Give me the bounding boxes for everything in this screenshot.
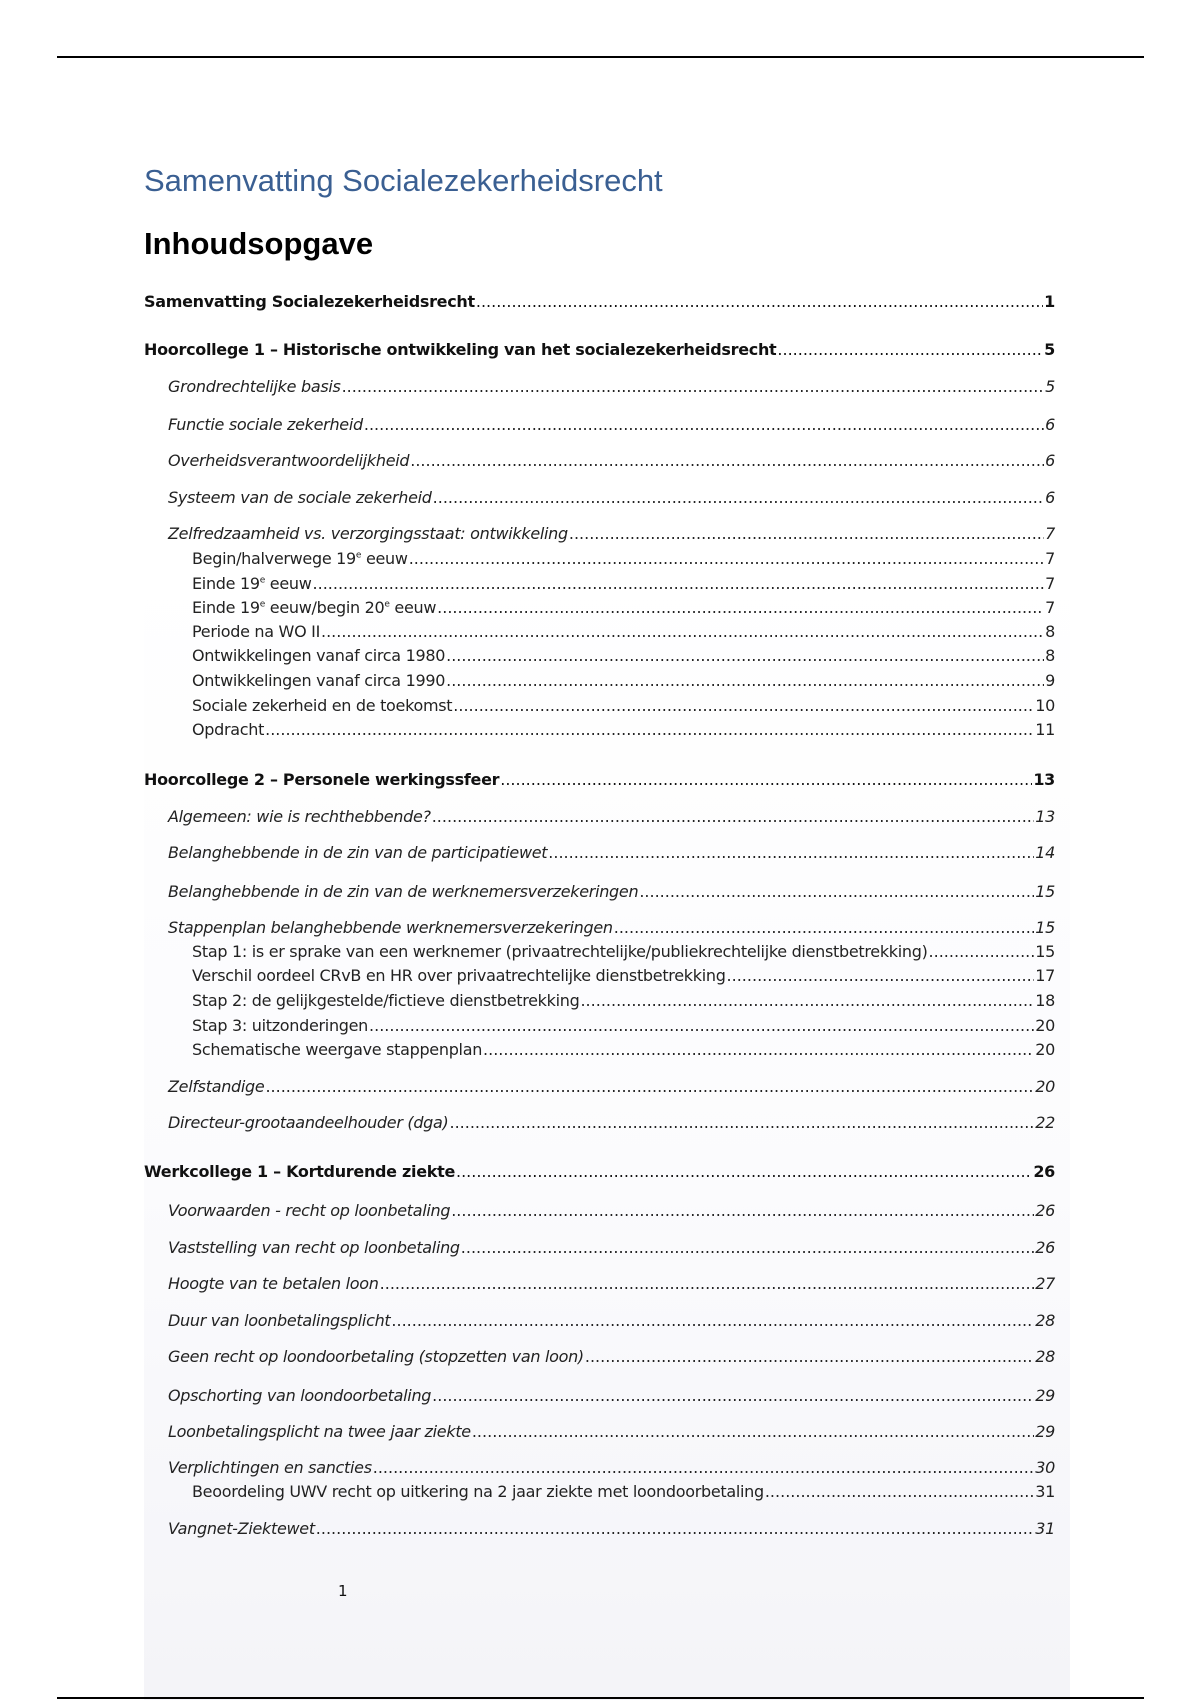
toc-leader-dots <box>614 918 1035 938</box>
toc-entry-page: 7 <box>1045 549 1055 568</box>
toc-entry-title: Opschorting van loondoorbetaling <box>168 1386 432 1405</box>
toc-entry[interactable] <box>192 1040 1055 1060</box>
toc-entry-page: 6 <box>1045 451 1055 470</box>
toc-entry-title: Systeem van de sociale zekerheid <box>168 488 432 507</box>
toc-leader-dots <box>364 415 1044 435</box>
toc-entry-page: 8 <box>1045 646 1055 665</box>
toc-entry-title: Sociale zekerheid en de toekomst <box>192 696 453 715</box>
toc-entry[interactable] <box>192 549 1055 569</box>
toc-entry[interactable] <box>168 451 1055 471</box>
toc-leader-dots <box>548 843 1034 863</box>
toc-entry[interactable] <box>192 598 1055 618</box>
toc-entry[interactable] <box>192 646 1055 666</box>
toc-entry-page: 22 <box>1035 1113 1055 1132</box>
toc-entry[interactable] <box>168 377 1055 397</box>
toc-entry[interactable] <box>192 1016 1055 1036</box>
toc-leader-dots <box>451 1201 1034 1221</box>
toc-leader-dots <box>446 646 1044 666</box>
toc-entry[interactable] <box>144 340 1055 360</box>
toc-entry-page: 15 <box>1035 882 1055 901</box>
toc-entry-title: Samenvatting Socialezekerheidsrecht <box>144 292 475 311</box>
toc-entry-page: 28 <box>1035 1347 1055 1366</box>
toc-entry-title: Algemeen: wie is rechthebbende? <box>168 807 431 826</box>
toc-entry[interactable] <box>168 488 1055 508</box>
toc-leader-dots <box>373 1458 1034 1478</box>
toc-entry[interactable] <box>168 843 1055 863</box>
footer-rule <box>57 1697 1144 1699</box>
toc-entry[interactable] <box>168 918 1055 938</box>
toc-entry-title: Stap 3: uitzonderingen <box>192 1016 369 1035</box>
toc-leader-dots <box>476 292 1043 312</box>
toc-entry-title: Vaststelling van recht op loonbetaling <box>168 1238 460 1257</box>
toc-entry[interactable] <box>168 524 1055 544</box>
toc-entry-page: 26 <box>1033 1162 1055 1181</box>
toc-entry-page: 20 <box>1035 1016 1055 1035</box>
toc-entry-page: 30 <box>1035 1458 1055 1477</box>
toc-entry-page: 18 <box>1035 991 1055 1010</box>
toc-leader-dots <box>437 598 1044 618</box>
toc-entry-page: 20 <box>1035 1077 1055 1096</box>
toc-entry-title: Belanghebbende in de zin van de participatiewet <box>168 843 548 862</box>
toc-entry[interactable] <box>168 1238 1055 1258</box>
toc-entry[interactable] <box>192 942 1055 962</box>
toc-entry[interactable] <box>192 574 1055 594</box>
toc-entry-title: Directeur-grootaandeelhouder (dga) <box>168 1113 449 1132</box>
toc-entry[interactable] <box>192 720 1055 740</box>
toc-entry-title: Opdracht <box>192 720 265 739</box>
toc-entry[interactable] <box>168 1077 1055 1097</box>
toc-entry-page: 10 <box>1035 696 1055 715</box>
header-rule <box>57 56 1144 58</box>
toc-leader-dots <box>265 720 1034 740</box>
toc-leader-dots <box>483 1040 1034 1060</box>
toc-leader-dots <box>453 696 1034 716</box>
toc-heading: Inhoudsopgave <box>144 226 374 261</box>
toc-leader-dots <box>313 574 1045 594</box>
toc-entry-title: Overheidsverantwoordelijkheid <box>168 451 410 470</box>
toc-entry-title: Stappenplan belanghebbende werknemersverzekeringen <box>168 918 613 937</box>
toc-entry[interactable] <box>192 1482 1055 1502</box>
toc-entry-page: 6 <box>1045 488 1055 507</box>
toc-entry-title: Loonbetalingsplicht na twee jaar ziekte <box>168 1422 471 1441</box>
toc-entry-page: 28 <box>1035 1311 1055 1330</box>
toc-entry-title: Hoorcollege 2 – Personele werkingssfeer <box>144 770 500 789</box>
toc-entry-page: 7 <box>1045 524 1055 543</box>
toc-leader-dots <box>369 1016 1034 1036</box>
toc-leader-dots <box>569 524 1044 544</box>
toc-entry[interactable] <box>168 1347 1055 1367</box>
toc-entry-page: 15 <box>1035 942 1055 961</box>
toc-leader-dots <box>727 966 1035 986</box>
toc-entry[interactable] <box>168 415 1055 435</box>
toc-entry-title: Stap 1: is er sprake van een werknemer (privaatrechtelijke/publiekrechtelijke dienstbetrekking) <box>192 942 928 961</box>
toc-entry-title: Stap 2: de gelijkgestelde/fictieve dienstbetrekking <box>192 991 580 1010</box>
toc-entry-title: Ontwikkelingen vanaf circa 1980 <box>192 646 446 665</box>
toc-entry-title: Einde 19e eeuw/begin 20e eeuw <box>192 598 437 617</box>
toc-entry-title: Beoordeling UWV recht op uitkering na 2 jaar ziekte met loondoorbetaling <box>192 1482 764 1501</box>
toc-entry-title: Begin/halverwege 19e eeuw <box>192 549 408 568</box>
toc-leader-dots <box>321 622 1044 642</box>
toc-leader-dots <box>265 1077 1034 1097</box>
toc-leader-dots <box>639 882 1034 902</box>
toc-entry-page: 29 <box>1035 1422 1055 1441</box>
toc-leader-dots <box>446 671 1044 691</box>
toc-entry-page: 1 <box>1044 292 1055 311</box>
toc-entry[interactable] <box>168 882 1055 902</box>
toc-leader-dots <box>500 770 1032 790</box>
toc-entry-page: 9 <box>1045 671 1055 690</box>
toc-entry[interactable] <box>192 622 1055 642</box>
toc-entry-title: Duur van loonbetalingsplicht <box>168 1311 391 1330</box>
toc-entry-title: Hoogte van te betalen loon <box>168 1274 379 1293</box>
toc-entry-page: 6 <box>1045 415 1055 434</box>
toc-entry-page: 29 <box>1035 1386 1055 1405</box>
toc-entry[interactable] <box>168 1311 1055 1331</box>
toc-leader-dots <box>432 807 1035 827</box>
toc-leader-dots <box>585 1347 1034 1367</box>
toc-entry-page: 20 <box>1035 1040 1055 1059</box>
toc-leader-dots <box>432 1386 1034 1406</box>
toc-entry[interactable] <box>144 1162 1055 1182</box>
toc-entry-page: 14 <box>1035 843 1055 862</box>
toc-entry-title: Vangnet-Ziektewet <box>168 1519 315 1538</box>
toc-leader-dots <box>410 451 1044 471</box>
toc-leader-dots <box>449 1113 1034 1133</box>
toc-leader-dots <box>777 340 1043 360</box>
document-title: Samenvatting Socialezekerheidsrecht <box>144 163 663 198</box>
toc-entry[interactable] <box>168 1422 1055 1442</box>
toc-entry-title: Geen recht op loondoorbetaling (stopzetten van loon) <box>168 1347 584 1366</box>
page-number: 1 <box>338 1582 348 1600</box>
toc-leader-dots <box>409 549 1044 569</box>
toc-entry[interactable] <box>192 696 1055 716</box>
toc-leader-dots <box>580 991 1034 1011</box>
toc-leader-dots <box>433 488 1044 508</box>
toc-entry[interactable] <box>168 1201 1055 1221</box>
toc-leader-dots <box>456 1162 1032 1182</box>
toc-leader-dots <box>342 377 1045 397</box>
toc-entry-page: 8 <box>1045 622 1055 641</box>
toc-entry-title: Einde 19e eeuw <box>192 574 312 593</box>
toc-entry-title: Werkcollege 1 – Kortdurende ziekte <box>144 1162 455 1181</box>
toc-leader-dots <box>380 1274 1035 1294</box>
toc-entry-title: Periode na WO II <box>192 622 320 641</box>
toc-entry-page: 26 <box>1035 1238 1055 1257</box>
toc-entry-title: Verplichtingen en sancties <box>168 1458 372 1477</box>
toc-entry-title: Ontwikkelingen vanaf circa 1990 <box>192 671 446 690</box>
toc-leader-dots <box>461 1238 1034 1258</box>
toc-entry[interactable] <box>168 1519 1055 1539</box>
toc-entry-title: Zelfstandige <box>168 1077 265 1096</box>
toc-entry-page: 13 <box>1035 807 1055 826</box>
toc-leader-dots <box>765 1482 1034 1502</box>
toc-entry-page: 27 <box>1035 1274 1055 1293</box>
toc-entry-title: Schematische weergave stappenplan <box>192 1040 483 1059</box>
toc-entry-title: Belanghebbende in de zin van de werknemersverzekeringen <box>168 882 639 901</box>
toc-entry-page: 15 <box>1035 918 1055 937</box>
toc-entry-title: Zelfredzaamheid vs. verzorgingsstaat: ontwikkeling <box>168 524 568 543</box>
toc-entry-title: Functie sociale zekerheid <box>168 415 363 434</box>
toc-leader-dots <box>929 942 1035 962</box>
toc-entry-page: 31 <box>1035 1519 1055 1538</box>
toc-entry[interactable] <box>168 807 1055 827</box>
toc-entry[interactable] <box>168 1458 1055 1478</box>
toc-entry[interactable] <box>168 1113 1055 1133</box>
toc-entry-title: Verschil oordeel CRvB en HR over privaatrechtelijke dienstbetrekking <box>192 966 726 985</box>
toc-entry-title: Voorwaarden - recht op loonbetaling <box>168 1201 451 1220</box>
toc-entry-page: 31 <box>1035 1482 1055 1501</box>
toc-entry-page: 5 <box>1044 340 1055 359</box>
toc-leader-dots <box>316 1519 1034 1539</box>
toc-entry-page: 7 <box>1045 598 1055 617</box>
toc-entry-page: 5 <box>1045 377 1055 396</box>
toc-entry[interactable] <box>168 1386 1055 1406</box>
toc-entry[interactable] <box>192 671 1055 691</box>
toc-entry[interactable] <box>168 1274 1055 1294</box>
toc-entry-title: Hoorcollege 1 – Historische ontwikkeling van het socialezekerheidsrecht <box>144 340 777 359</box>
toc-entry-page: 13 <box>1033 770 1055 789</box>
toc-entry[interactable] <box>144 770 1055 790</box>
toc-leader-dots <box>472 1422 1034 1442</box>
toc-entry[interactable] <box>192 991 1055 1011</box>
toc-entry-page: 11 <box>1035 720 1055 739</box>
toc-entry[interactable] <box>192 966 1055 986</box>
toc-entry-page: 26 <box>1035 1201 1055 1220</box>
toc-entry-title: Grondrechtelijke basis <box>168 377 341 396</box>
toc-leader-dots <box>391 1311 1034 1331</box>
toc-entry-page: 17 <box>1035 966 1055 985</box>
toc-entry-page: 7 <box>1045 574 1055 593</box>
toc-entry[interactable] <box>144 292 1055 312</box>
